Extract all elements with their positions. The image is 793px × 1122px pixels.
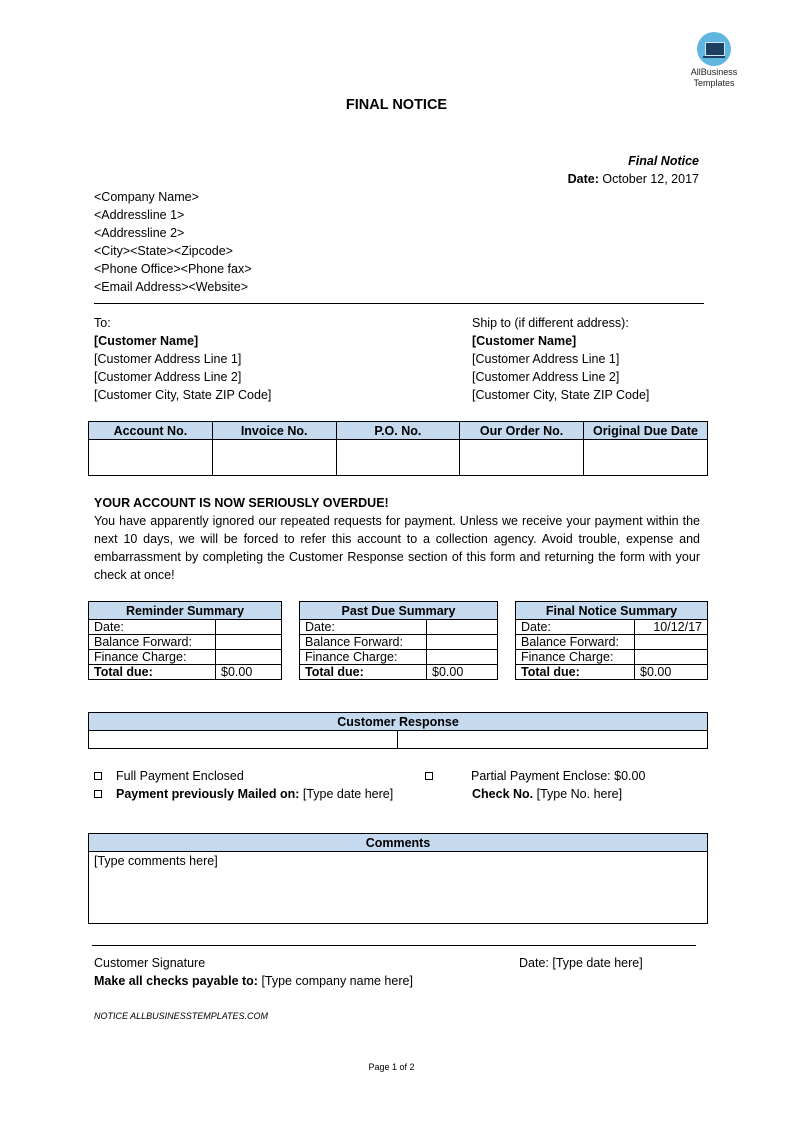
summary-total-label: Total due:: [89, 665, 216, 680]
reminder-summary-title: Reminder Summary: [89, 602, 282, 620]
ship-line2: [Customer Address Line 2]: [472, 370, 620, 384]
po-no-cell[interactable]: [336, 440, 460, 476]
col-invoice-no: Invoice No.: [212, 422, 336, 440]
sender-phone: <Phone Office><Phone fax>: [94, 262, 252, 276]
signature-date[interactable]: Date: [Type date here]: [519, 956, 643, 970]
payment-options-left: [94, 767, 393, 803]
page-title: FINAL NOTICE: [345, 97, 448, 113]
check-no-value[interactable]: [Type No. here]: [533, 787, 623, 801]
summary-total-label: Total due:: [300, 665, 427, 680]
to-line3: [Customer City, State ZIP Code]: [94, 388, 272, 402]
payable-value[interactable]: [Type company name here]: [257, 974, 413, 988]
mailed-value[interactable]: [Type date here]: [299, 787, 394, 801]
summary-row-label: Balance Forward:: [89, 635, 216, 650]
ship-line3: [Customer City, State ZIP Code]: [472, 388, 650, 402]
check-no-label: Check No.: [472, 787, 534, 801]
order-no-cell[interactable]: [460, 440, 584, 476]
partial-payment-label: Partial Payment Enclose: $0.00: [471, 769, 646, 783]
summary-row-value[interactable]: [635, 650, 708, 665]
reminder-summary: [88, 601, 282, 680]
signature-line: [92, 945, 696, 946]
summary-row-value[interactable]: [635, 635, 708, 650]
ship-name: [Customer Name]: [472, 334, 577, 348]
signature-label: Customer Signature: [94, 956, 206, 970]
col-account-no: Account No.: [89, 422, 213, 440]
final-notice-summary: [515, 601, 708, 680]
col-order-no: Our Order No.: [460, 422, 584, 440]
sender-address2: <Addressline 2>: [94, 226, 185, 240]
invoice-no-cell[interactable]: [212, 440, 336, 476]
customer-response-table: [88, 712, 708, 749]
to-line1: [Customer Address Line 1]: [94, 352, 242, 366]
summary-total-value: $0.00: [216, 665, 282, 680]
full-payment-label: Full Payment Enclosed: [116, 769, 244, 783]
summary-row-label: Date:: [300, 620, 427, 635]
overdue-body: You have apparently ignored our repeated requests for payment. Unless we receive your payment within the next 10 days, we will be forced to refer this account to a collection agency. Avoid trouble, expense and embarrassment by completing the Customer Response section of this form and returning the form with your check at once!: [94, 514, 700, 582]
to-heading: To:: [94, 316, 111, 330]
summary-row-label: Balance Forward:: [300, 635, 427, 650]
summary-total-label: Total due:: [516, 665, 635, 680]
to-name: [Customer Name]: [94, 334, 199, 348]
sender-city: <City><State><Zipcode>: [94, 244, 233, 258]
summary-row-label: Finance Charge:: [300, 650, 427, 665]
payable-to: [94, 972, 413, 990]
notice-label: Final Notice: [628, 154, 699, 168]
logo: [688, 32, 740, 88]
footer-note: NOTICE ALLBUSINESSTEMPLATES.COM: [94, 1011, 269, 1021]
col-po-no: P.O. No.: [336, 422, 460, 440]
date-label: Date:: [567, 172, 599, 186]
full-payment-checkbox[interactable]: [94, 772, 102, 780]
summary-row-value[interactable]: [427, 620, 498, 635]
mailed-payment-checkbox[interactable]: [94, 790, 102, 798]
payable-label: Make all checks payable to:: [94, 974, 258, 988]
past-due-summary-title: Past Due Summary: [300, 602, 498, 620]
response-cell-left[interactable]: [89, 731, 398, 749]
account-no-cell[interactable]: [89, 440, 213, 476]
sender-block: [94, 188, 252, 296]
comments-table: [88, 833, 708, 924]
account-table: [88, 421, 708, 476]
page-number: Page 1 of 2: [368, 1062, 415, 1072]
to-line2: [Customer Address Line 2]: [94, 370, 242, 384]
sender-email: <Email Address><Website>: [94, 280, 249, 294]
due-date-cell[interactable]: [584, 440, 708, 476]
comments-field[interactable]: [Type comments here]: [89, 852, 708, 924]
summary-row-label: Finance Charge:: [516, 650, 635, 665]
mailed-label: Payment previously Mailed on:: [116, 787, 300, 801]
summary-row-label: Date:: [516, 620, 635, 635]
sender-address1: <Addressline 1>: [94, 208, 185, 222]
comments-title: Comments: [89, 834, 708, 852]
summary-row-value[interactable]: [427, 650, 498, 665]
logo-line2: Templates: [693, 78, 735, 88]
ship-block: [472, 314, 649, 404]
ship-line1: [Customer Address Line 1]: [472, 352, 620, 366]
overdue-section: [94, 494, 700, 584]
summary-row-value[interactable]: [216, 635, 282, 650]
sender-company: <Company Name>: [94, 190, 199, 204]
response-cell-right[interactable]: [398, 731, 708, 749]
ship-heading: Ship to (if different address):: [472, 316, 629, 330]
summary-row-value[interactable]: [427, 635, 498, 650]
logo-line1: AllBusiness: [690, 67, 738, 77]
summary-row-label: Date:: [89, 620, 216, 635]
col-due-date: Original Due Date: [584, 422, 708, 440]
summary-row-label: Balance Forward:: [516, 635, 635, 650]
summary-row-value[interactable]: 10/12/17: [635, 620, 708, 635]
overdue-heading: YOUR ACCOUNT IS NOW SERIOUSLY OVERDUE!: [94, 496, 389, 510]
divider: [94, 303, 704, 304]
laptop-icon: [697, 32, 731, 66]
partial-payment-checkbox[interactable]: [425, 772, 433, 780]
summary-row-label: Finance Charge:: [89, 650, 216, 665]
to-block: [94, 314, 271, 404]
summary-total-value: $0.00: [427, 665, 498, 680]
customer-response-title: Customer Response: [89, 713, 708, 731]
payment-options-right: [425, 767, 645, 803]
date-value: October 12, 2017: [598, 172, 699, 186]
summary-row-value[interactable]: [216, 650, 282, 665]
past-due-summary: [299, 601, 498, 680]
final-notice-summary-title: Final Notice Summary: [516, 602, 708, 620]
summary-row-value[interactable]: [216, 620, 282, 635]
summary-total-value: $0.00: [635, 665, 708, 680]
notice-date: [400, 170, 699, 188]
